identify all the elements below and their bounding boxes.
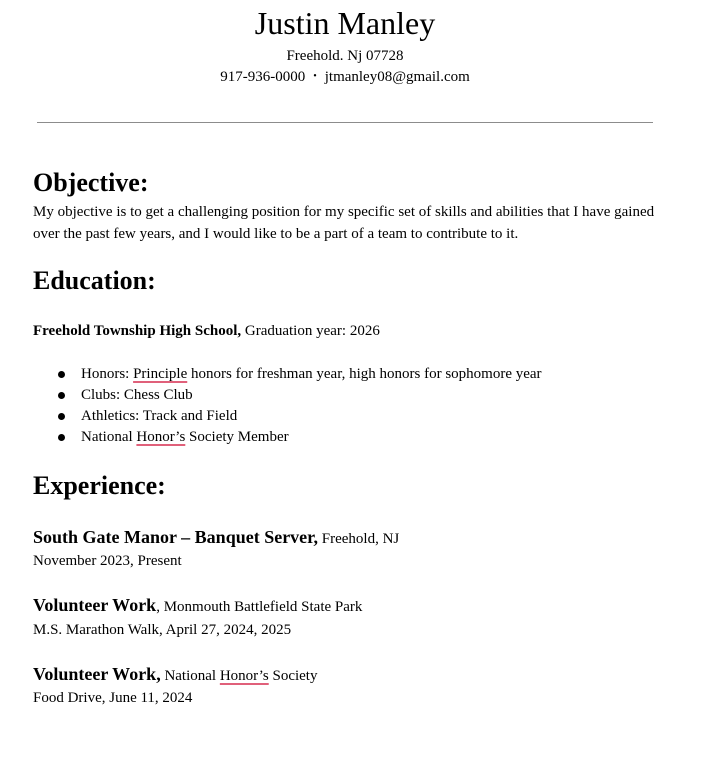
nhs-suffix: Society Member [185,429,289,445]
job-detail-1[interactable]: November 2023, Present [33,553,182,569]
job-title-line-3[interactable] [33,664,317,686]
job-detail-2[interactable]: M.S. Marathon Walk, April 27, 2024, 2025 [33,622,292,638]
list-item-nhs[interactable] [33,427,542,448]
job-title: Volunteer Work, [33,664,161,684]
list-item-honors[interactable] [33,364,542,385]
honors-text: honors for freshman year, high honors for sophomore year [187,366,542,382]
school-name: Freehold Township High School, [33,323,242,339]
nhs-prefix: National [81,429,137,445]
job-title: South Gate Manor – Banquet Server, [33,527,319,547]
graduation-year: Graduation year: 2026 [241,323,380,339]
resume-address: Freehold. Nj 07728 [286,48,404,64]
spellcheck-flag-honors[interactable]: Honor’s [136,429,186,445]
email-address: jtmanley08@gmail.com [324,69,470,85]
objective-heading: Objective: [33,168,149,197]
job-location: Freehold, NJ [318,531,400,547]
job-title: Volunteer Work [33,595,157,615]
separator-dot: • [313,71,317,82]
objective-text[interactable]: My objective is to get a challenging position for my specific set of skills and abilities that I have gained over the past few years, and I would like to be a part of a team to contribute to it. [33,204,655,242]
education-bullet-list [33,364,542,448]
honors-label: Honors: [81,366,134,382]
header-divider [37,122,653,123]
job-title-line-2[interactable] [33,595,362,617]
spellcheck-flag-honors-2[interactable]: Honor’s [219,668,269,684]
experience-heading: Experience: [33,471,166,500]
job-location-suffix: Society [268,668,318,684]
education-heading: Education: [33,266,156,295]
list-item-athletics[interactable]: Athletics: Track and Field [33,406,542,427]
resume-name: Justin Manley [254,5,436,41]
spellcheck-flag-principle[interactable]: Principle [133,366,188,382]
school-line[interactable] [33,321,380,341]
list-item-clubs[interactable]: Clubs: Chess Club [33,385,542,406]
job-location-prefix: National [160,668,220,684]
job-detail-3[interactable]: Food Drive, June 11, 2024 [33,690,193,706]
phone-number: 917-936-0000 [220,69,306,85]
job-title-line-1[interactable] [33,527,399,549]
job-location: , Monmouth Battlefield State Park [156,599,363,615]
resume-contact-line [0,67,690,89]
